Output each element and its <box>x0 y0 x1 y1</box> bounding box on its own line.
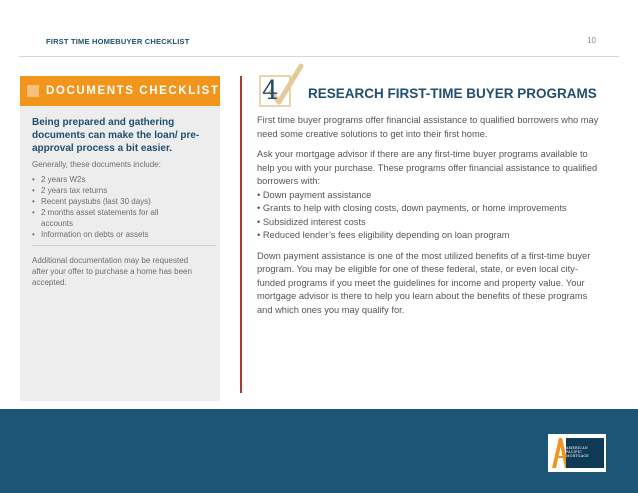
logo-line: PACIFIC <box>566 450 583 455</box>
bullet-item: • Reduced lender’s fees eligibility depending on loan program <box>257 230 510 240</box>
list-item: • 2 years W2s <box>32 174 216 185</box>
list-item: • 2 years tax returns <box>32 185 216 196</box>
logo-wordmark <box>566 446 602 459</box>
document-header-title: FIRST TIME HOMEBUYER CHECKLIST <box>46 37 190 46</box>
website-link[interactable]: apmortgage.com | <box>456 45 537 56</box>
list-item: • Recent paystubs (last 30 days) <box>32 196 216 207</box>
paragraph: First time buyer programs offer financial assistance to qualified borrowers who may need some creative solutions to get into their first home. <box>257 115 599 139</box>
sidebar-divider <box>32 245 216 246</box>
sidebar-heading: DOCUMENTS CHECKLIST <box>46 85 220 97</box>
documents-checklist-sidebar <box>20 76 220 401</box>
bullet-item: • Subsidized interest costs <box>257 216 366 227</box>
square-icon <box>27 85 39 97</box>
sidebar-heading-bar <box>20 76 220 106</box>
section-title: RESEARCH FIRST-TIME BUYER PROGRAMS <box>308 86 597 101</box>
sidebar-subheading: Generally, these documents include: <box>32 160 161 169</box>
sidebar-intro: Being prepared and gathering documents can make the loan/ pre-approval process a bit easier. <box>32 117 200 154</box>
page-number: 10 <box>587 36 596 45</box>
paragraph: Ask your mortgage advisor if there are any first-time buyer programs available to help you with your purchase. These programs offer financial assistance to qualified borrowers with: <box>257 149 598 186</box>
logo-line: AMERICAN <box>566 446 588 450</box>
step-number: 4 <box>262 76 279 106</box>
header-divider <box>19 56 619 57</box>
logo-line: MORTGAGE <box>566 454 589 459</box>
bullet-item: • Down payment assistance <box>257 189 372 200</box>
bullet-item: • Grants to help with closing costs, down payments, or home improvements <box>257 203 567 213</box>
list-item: • 2 months asset statements for all accounts <box>32 207 161 229</box>
list-item: • Information on debts or assets <box>32 229 216 240</box>
column-divider <box>240 76 242 393</box>
footer-band <box>0 409 638 493</box>
sidebar-note: Additional documentation may be requested after your offer to purchase a home has been accepted. <box>32 256 192 287</box>
paragraph: Down payment assistance is one of the most utilized benefits of a first-time buyer program. You may be eligible for one of these federal, state, or even local city-funded programs if you meet the guidelines for income and property value. Your mortgage advisor is there to help you learn about the benefits of these programs and which ones you may qualify for. <box>257 250 591 315</box>
documents-list <box>32 174 216 240</box>
main-body <box>257 114 605 324</box>
